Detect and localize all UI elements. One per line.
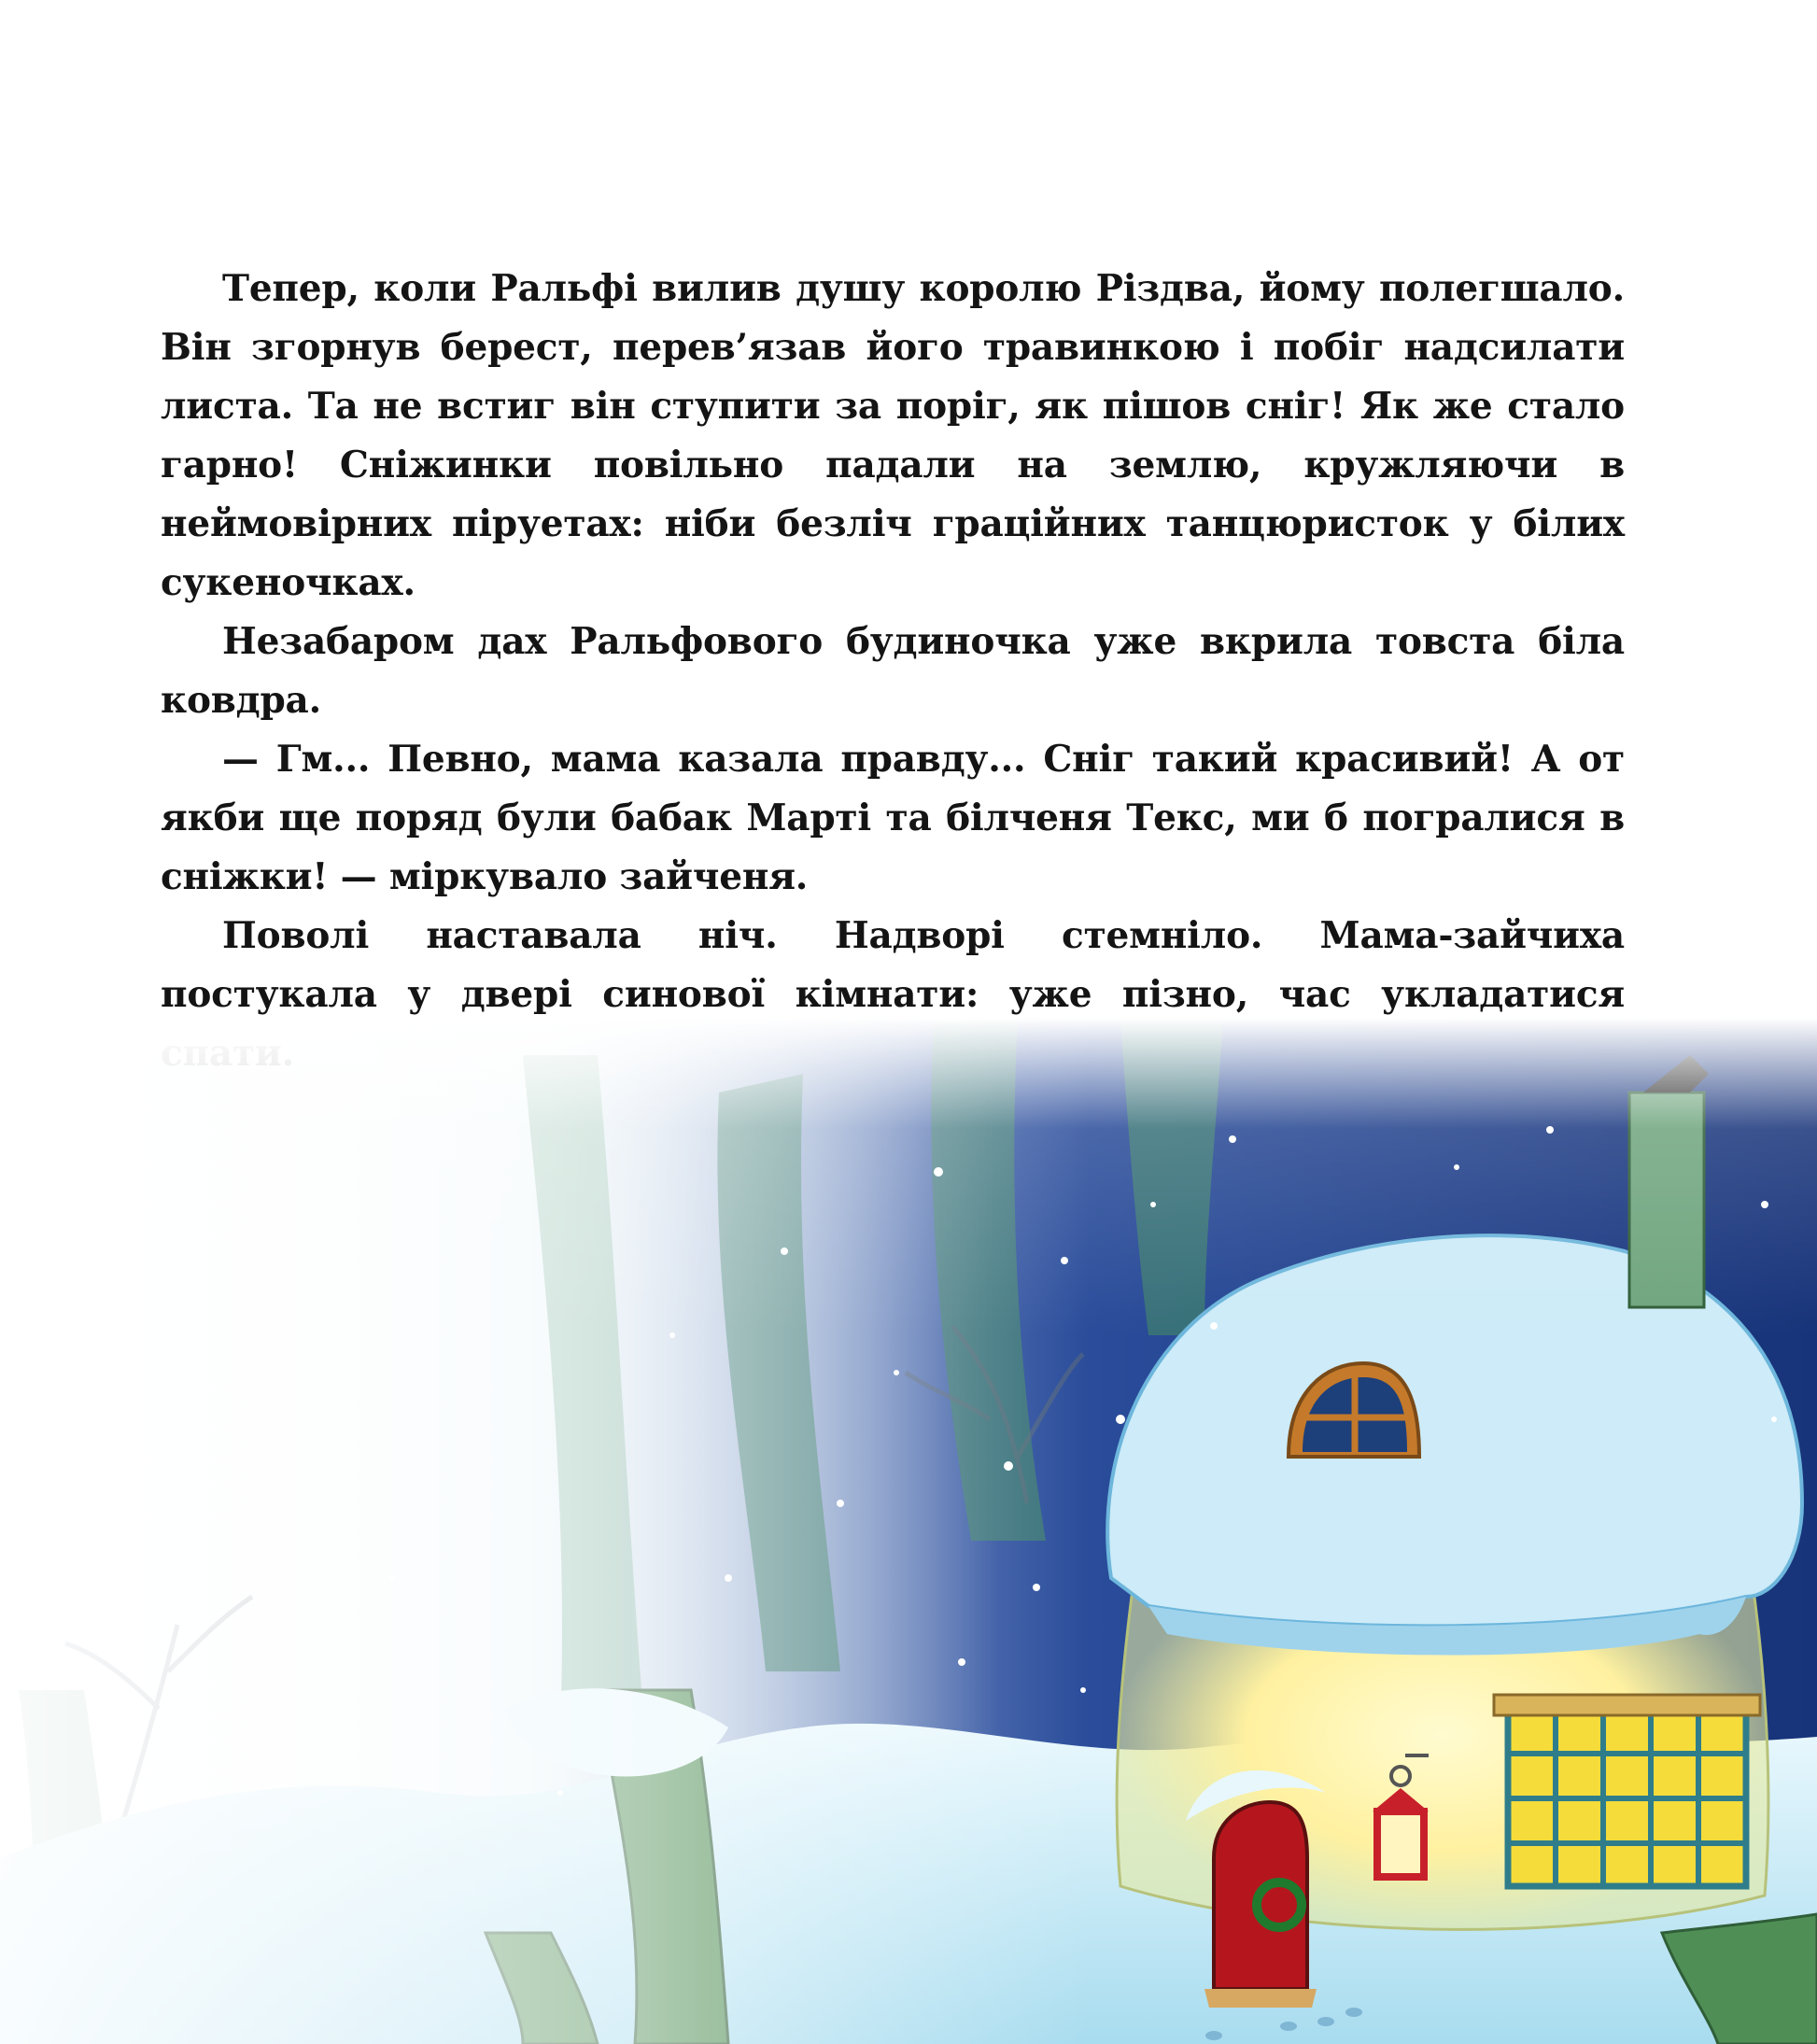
story-paragraph: Тепер, коли Ральфі вилив душу королю Різдва, йому полегшало. Він згорнув берест, перев’язав його травинкою і побіг надсилати листа. Та не встиг він ступити за поріг, як пішов сніг! Як же стало гарно! Сніжинки повільно падали на землю, кружляючи в неймовірних піруетах: ніби безліч граційних танцюристок у білих сукеночках. xyxy=(161,267,1625,604)
winter-house-illustration xyxy=(0,1018,1817,2044)
story-paragraph: Незабаром дах Ральфового будиночка уже вкрила товста біла ковдра. xyxy=(161,620,1625,722)
story-paragraph: Поволі наставала ніч. Надворі стемніло. Мама-зайчиха постукала у двері синової кімнати: уже пізно, час укладатися xyxy=(161,914,1625,1016)
story-text xyxy=(161,260,1625,1083)
story-paragraph: — Гм... Певно, мама казала правду... Сніг такий красивий! А от якби ще поряд були бабак Марті та білченя Текс, ми б погралися в сніжки! — міркувало зайченя. xyxy=(161,738,1625,898)
